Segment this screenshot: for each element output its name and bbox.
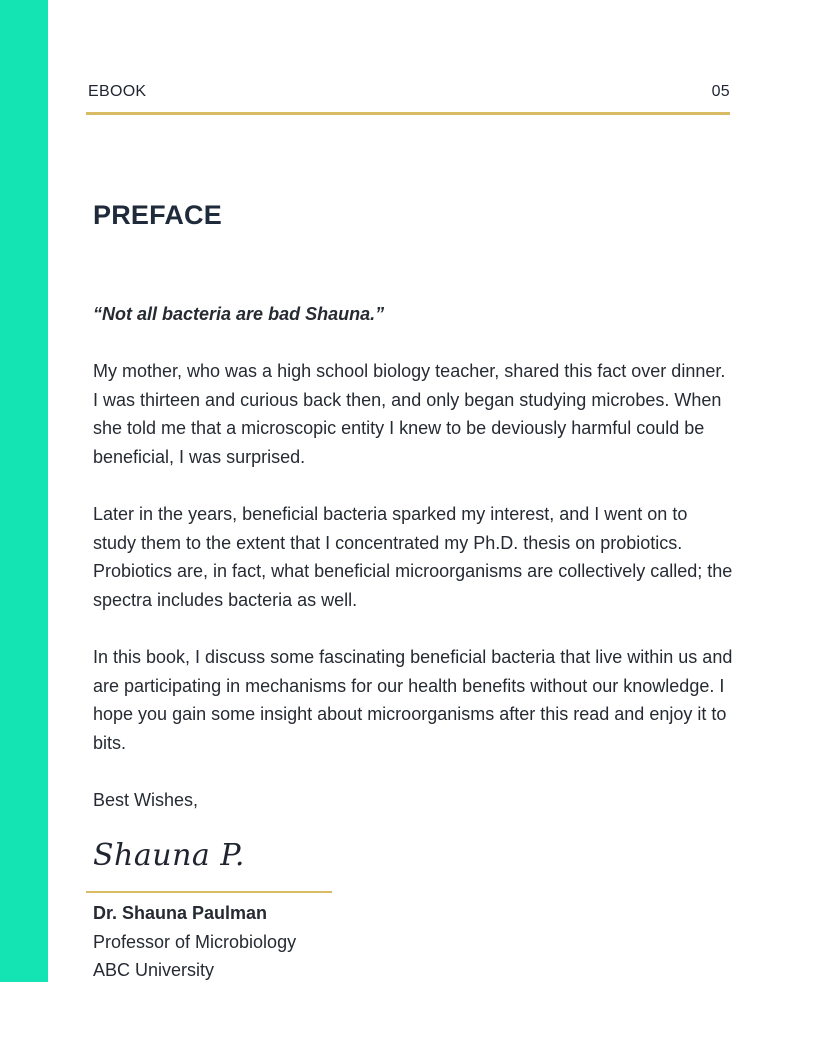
paragraph-2: Later in the years, beneficial bacteria sparked my interest, and I went on to study them to the extent that I concentrated my Ph.D. thesis on probiotics. Probiotics are, in fact, what beneficial microorganisms are collectively called; the spectra includes bacteria as well. (93, 504, 733, 610)
author-institution: ABC University (93, 960, 215, 981)
preface-body (93, 300, 733, 843)
ebook-label: EBOOK (88, 83, 147, 100)
closing-line: Best Wishes, (93, 790, 199, 811)
paragraph-3: In this book, I discuss some fascinating beneficial bacteria that live within us and are participating in mechanisms for our health benefits without our knowledge. I hope you gain some insight about microorganisms after this read and enjoy it to bits. (93, 647, 733, 753)
signature-divider (86, 891, 332, 893)
handwritten-signature: Shauna P. (93, 838, 245, 873)
header-divider (86, 112, 730, 115)
paragraph-1: My mother, who was a high school biology teacher, shared this fact over dinner. I was thirteen and curious back then, and only began studying microbes. When she told me that a microscopic entity I knew to be deviously harmful could be beneficial, I was surprised. (93, 361, 726, 467)
opening-quote: “Not all bacteria are bad Shauna.” (93, 304, 385, 324)
page-number: 05 (711, 83, 730, 100)
author-name: Dr. Shauna Paulman (93, 903, 268, 923)
author-block (93, 899, 296, 985)
author-role: Professor of Microbiology (93, 931, 297, 952)
page-title: PREFACE (93, 200, 222, 230)
page-header (88, 80, 730, 104)
accent-stripe (0, 0, 48, 982)
